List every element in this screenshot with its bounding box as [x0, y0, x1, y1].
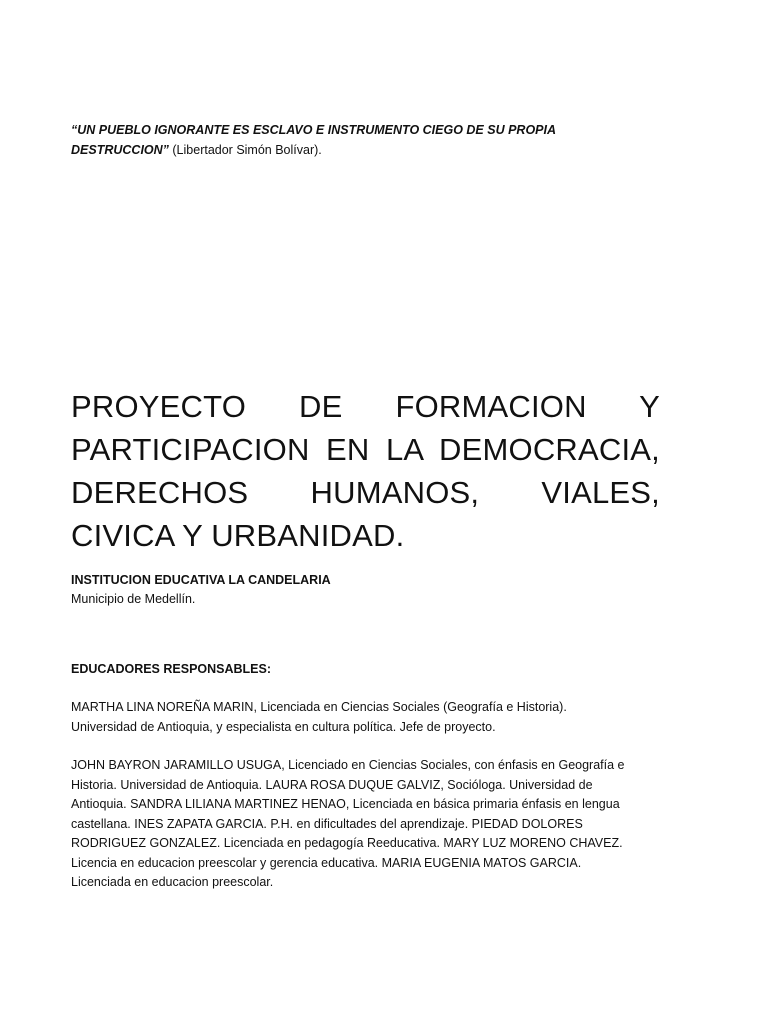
project-title: PROYECTO DE FORMACION Y PARTICIPACION EN LA DEMOCRACIA, DERECHOS HUMANOS, VIALES, CIVICA Y URBANIDAD.: [71, 389, 660, 553]
educator-paragraph-1: MARTHA LINA NOREÑA MARIN, Licenciada en Ciencias Sociales (Geografía e Historia). Universidad de Antioquia, y especialista en cultura política. Jefe de proyecto.: [71, 700, 567, 734]
educators-heading: EDUCADORES RESPONSABLES:: [71, 662, 272, 676]
epigraph-quote: [71, 120, 631, 160]
quote-attribution: (Libertador Simón Bolívar).: [168, 143, 322, 157]
institution-place: Municipio de Medellín.: [71, 592, 196, 606]
quote-text: “UN PUEBLO IGNORANTE ES ESCLAVO E INSTRUMENTO CIEGO DE SU PROPIA DESTRUCCION”: [71, 123, 556, 157]
institution-block: [71, 571, 671, 609]
educator-paragraph-2: JOHN BAYRON JARAMILLO USUGA, Licenciado en Ciencias Sociales, con énfasis en Geografía e Historia. Universidad de Antioquia. LAURA ROSA DUQUE GALVIZ, Socióloga. Universidad de Antioquia. SANDRA LILIANA MARTINEZ HENAO, Licenciada en básica primaria énfasis en lengua castellana. INES ZAPATA GARCIA. P.H. en dificultades del aprendizaje. PIEDAD DOLORES RODRIGUEZ GONZALEZ. Licenciada en pedagogía Reeducativa. MARY LUZ MORENO CHAVEZ. Licencia en educacion preescolar y gerencia educativa. MARIA EUGENIA MATOS GARCIA. Licenciada en educacion preescolar.: [71, 758, 625, 889]
institution-name: INSTITUCION EDUCATIVA LA CANDELARIA: [71, 573, 331, 587]
